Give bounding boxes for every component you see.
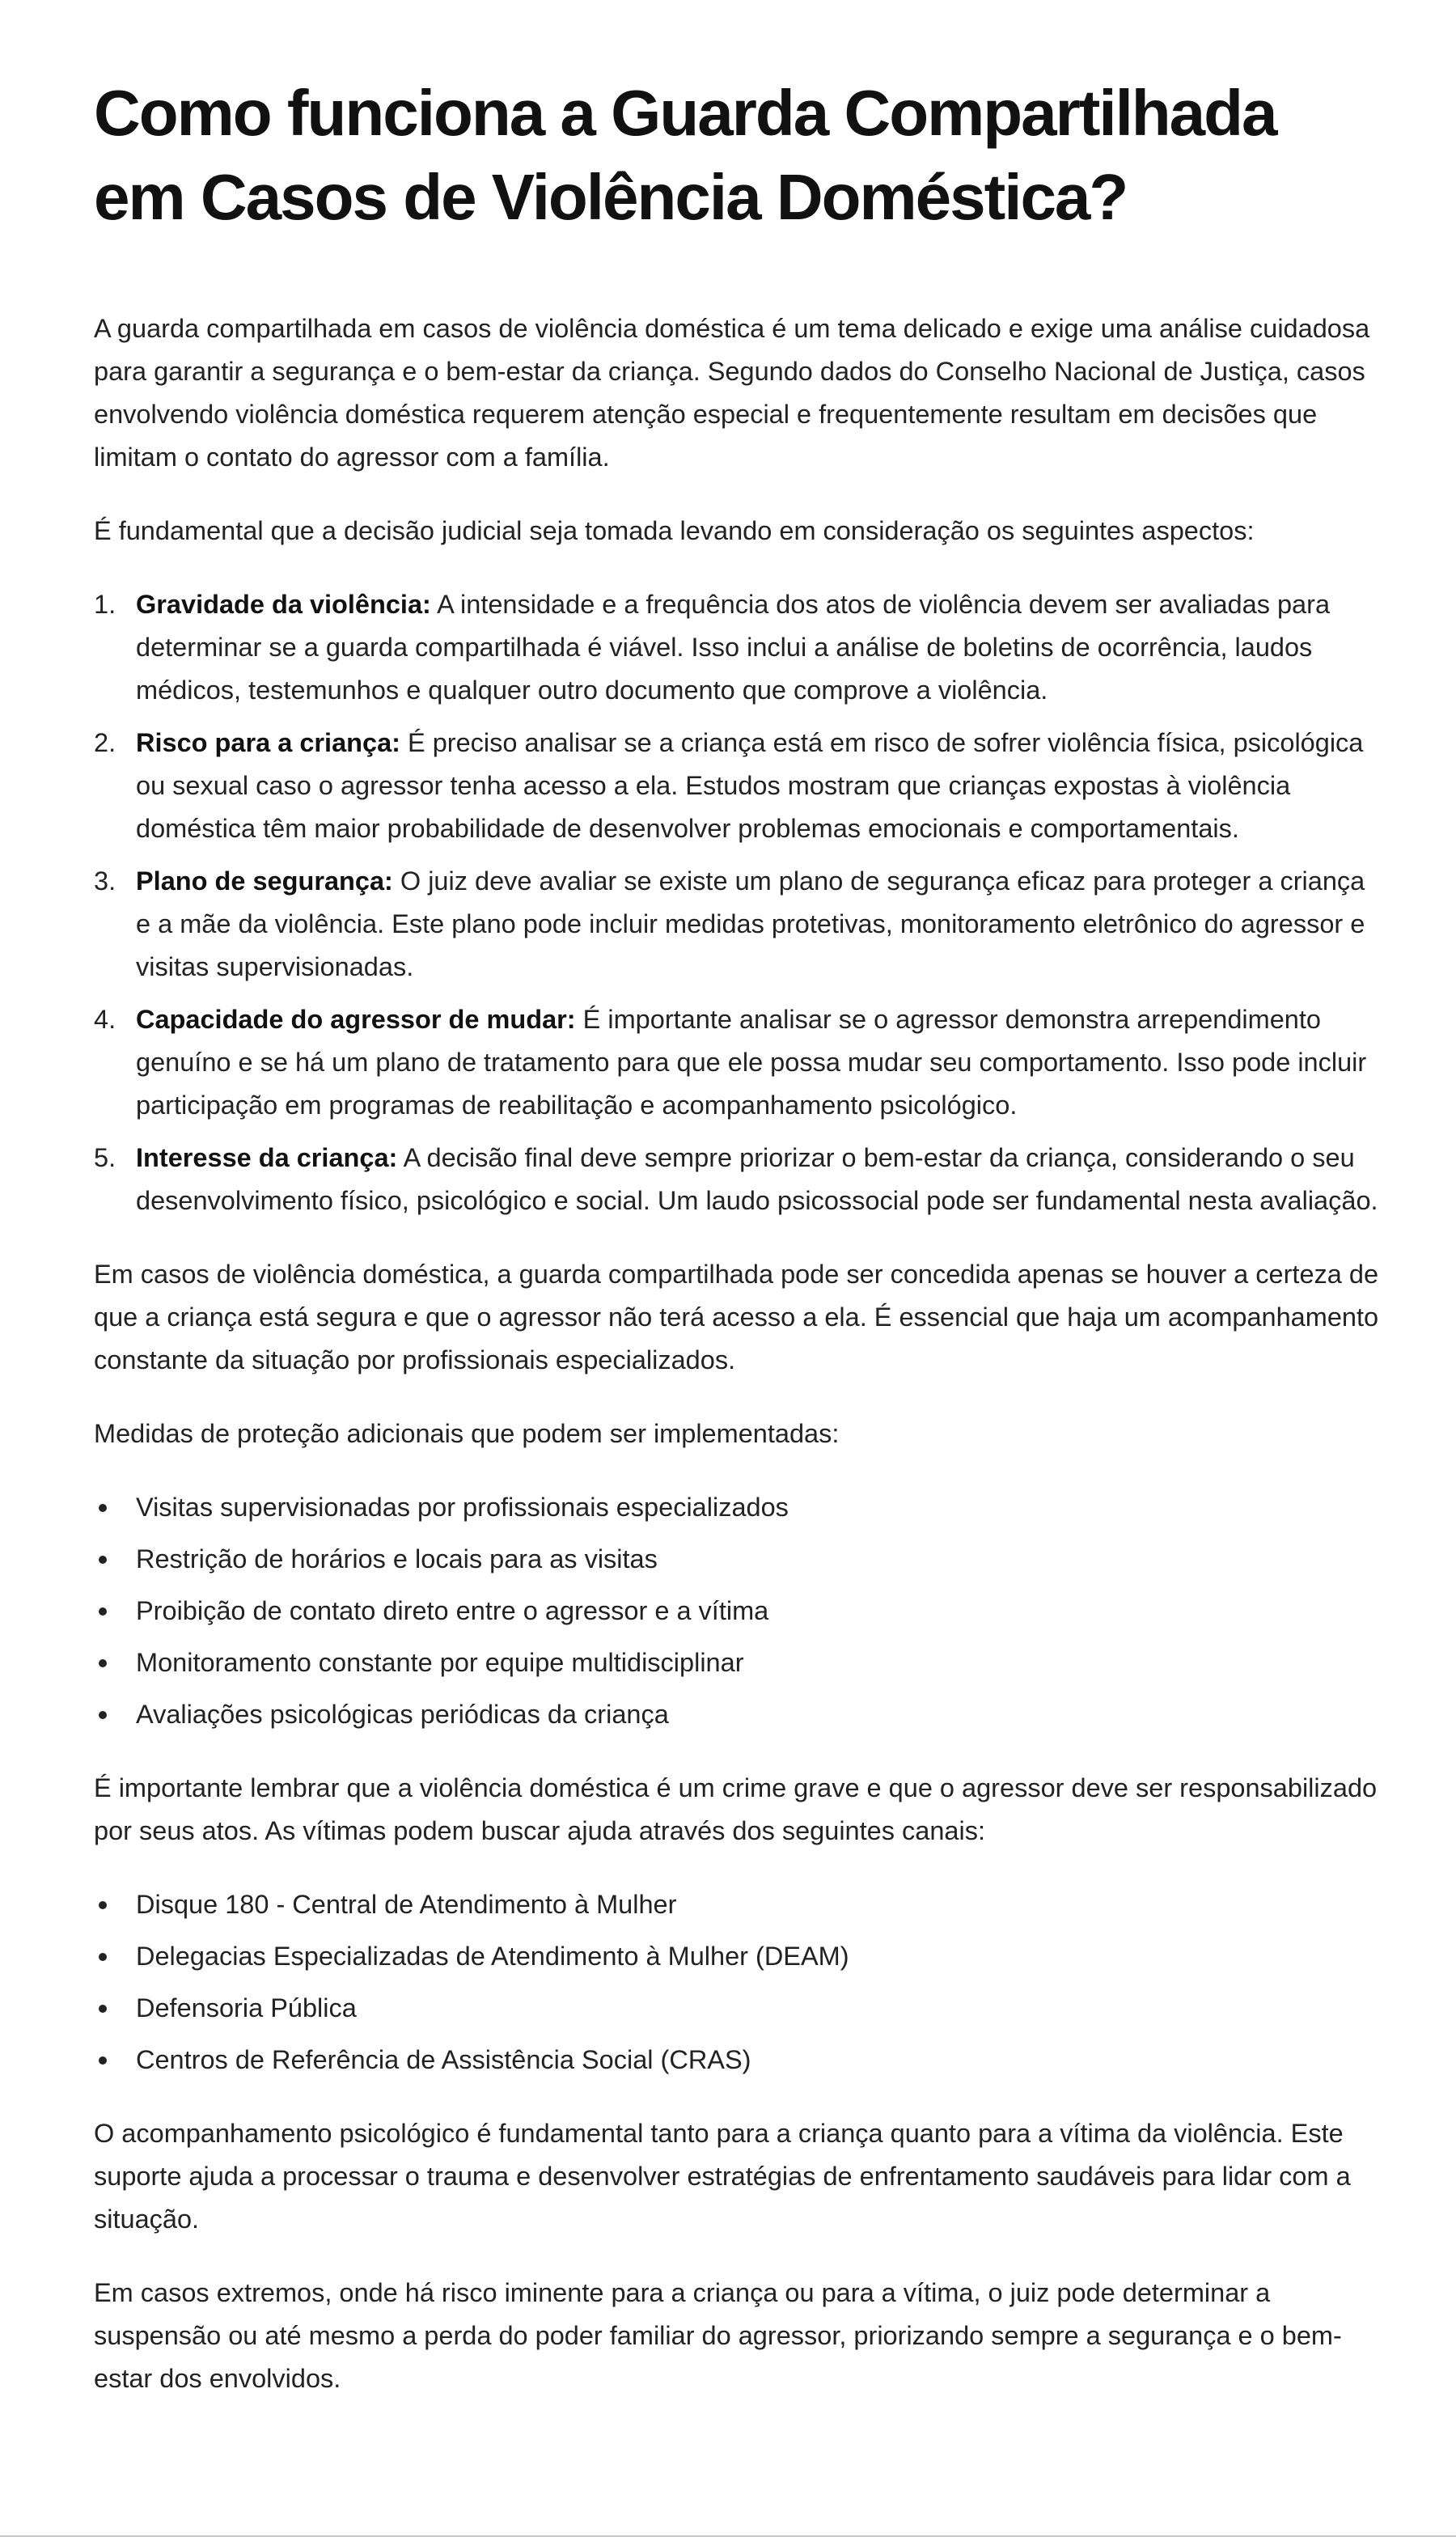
measure-item (94, 1641, 1380, 1684)
bullet-icon (99, 1711, 107, 1719)
measures-intro-paragraph: Medidas de proteção adicionais que podem ser implementadas: (94, 1419, 840, 1448)
measure-text: Visitas supervisionadas por profissionais especializados (136, 1493, 789, 1522)
intro-paragraph: A guarda compartilhada em casos de violência doméstica é um tema delicado e exige uma análise cuidadosa para garantir a segurança e o bem-estar da criança. Segundo dados do Conselho Nacional de Justiça, casos envolvendo violência doméstica requerem atenção especial e frequentemente resultam em decisões que limitam o contato do agressor com a família. (94, 314, 1370, 472)
aspect-item (94, 1137, 1380, 1222)
measure-text: Monitoramento constante por equipe multidisciplinar (136, 1648, 744, 1677)
bullet-icon (99, 1607, 107, 1616)
aspect-lead: Capacidade do agressor de mudar: (136, 1005, 576, 1034)
aspect-number: 3. (94, 866, 116, 896)
aspect-number: 1. (94, 590, 116, 619)
aspect-lead: Plano de segurança: (136, 866, 393, 896)
channel-item (94, 1883, 1380, 1926)
bullet-icon (99, 1659, 107, 1667)
aspect-item (94, 860, 1380, 989)
aspects-list (94, 583, 1380, 1222)
psych-support-paragraph: O acompanhamento psicológico é fundamental tanto para a criança quanto para a vítima da violência. Este suporte ajuda a processar o trauma e desenvolver estratégias de enfrentamento saudáveis para lidar com a situação. (94, 2119, 1351, 2234)
article-title: Como funciona a Guarda Compartilhada em Casos de Violência Doméstica? (94, 77, 1276, 233)
measure-item (94, 1693, 1380, 1736)
aspect-item (94, 998, 1380, 1127)
aspect-lead: Interesse da criança: (136, 1143, 398, 1172)
channel-item (94, 2039, 1380, 2082)
measure-text: Restrição de horários e locais para as visitas (136, 1544, 658, 1573)
aspect-lead: Gravidade da violência: (136, 590, 431, 619)
measures-list (94, 1486, 1380, 1736)
aspect-number: 2. (94, 728, 116, 757)
bullet-icon (99, 1901, 107, 1909)
aspect-item (94, 583, 1380, 712)
after-aspects-paragraph: Em casos de violência doméstica, a guarda compartilhada pode ser concedida apenas se houver a certeza de que a criança está segura e que o agressor não terá acesso a ela. É essencial que haja um acompanhamento constante da situação por profissionais especializados. (94, 1260, 1379, 1374)
aspect-lead: Risco para a criança: (136, 728, 400, 757)
channel-item (94, 1987, 1380, 2030)
channel-text: Centros de Referência de Assistência Social (CRAS) (136, 2045, 751, 2074)
channel-text: Disque 180 - Central de Atendimento à Mulher (136, 1890, 677, 1919)
channel-text: Defensoria Pública (136, 1993, 357, 2022)
measure-item (94, 1538, 1380, 1581)
channel-text: Delegacias Especializadas de Atendimento à Mulher (DEAM) (136, 1942, 849, 1971)
bullet-icon (99, 2005, 107, 2013)
closing-paragraph: Em casos extremos, onde há risco iminente para a criança ou para a vítima, o juiz pode determinar a suspensão ou até mesmo a perda do poder familiar do agressor, priorizando sempre a segurança e o bem-estar dos envolvidos. (94, 2278, 1342, 2393)
aspect-item (94, 722, 1380, 850)
bullet-icon (99, 1953, 107, 1961)
aspect-text: É importante analisar se o agressor demonstra arrependimento genuíno e se há um plano de tratamento para que ele possa mudar seu comportamento. Isso pode incluir participação em programas de reabilitação e acompanhamento psicológico. (136, 1005, 1367, 1120)
measure-text: Avaliações psicológicas periódicas da criança (136, 1700, 669, 1729)
aspect-text: A decisão final deve sempre priorizar o bem-estar da criança, considerando o seu desenvolvimento físico, psicológico e social. Um laudo psicossocial pode ser fundamental nesta avaliação. (136, 1143, 1378, 1215)
article (94, 71, 1380, 2431)
bullet-icon (99, 2056, 107, 2065)
measure-text: Proibição de contato direto entre o agressor e a vítima (136, 1596, 769, 1625)
measure-item (94, 1486, 1380, 1529)
aspects-intro-paragraph: É fundamental que a decisão judicial seja tomada levando em consideração os seguintes aspectos: (94, 516, 1255, 545)
aspect-number: 4. (94, 1005, 116, 1034)
aspect-text: A intensidade e a frequência dos atos de violência devem ser avaliadas para determinar se a guarda compartilhada é viável. Isso inclui a análise de boletins de ocorrência, laudos médicos, testemunhos e qualquer outro documento que comprove a violência. (136, 590, 1331, 705)
aspect-text: O juiz deve avaliar se existe um plano de segurança eficaz para proteger a criança e a mãe da violência. Este plano pode incluir medidas protetivas, monitoramento eletrônico do agressor e visitas supervisionadas. (136, 866, 1365, 981)
measure-item (94, 1590, 1380, 1633)
bullet-icon (99, 1556, 107, 1564)
channels-list (94, 1883, 1380, 2082)
aspect-text: É preciso analisar se a criança está em risco de sofrer violência física, psicológica ou sexual caso o agressor tenha acesso a ela. Estudos mostram que crianças expostas à violência doméstica têm maior probabilidade de desenvolver problemas emocionais e comportamentais. (136, 728, 1364, 843)
channels-intro-paragraph: É importante lembrar que a violência doméstica é um crime grave e que o agressor deve ser responsabilizado por seus atos. As vítimas podem buscar ajuda através dos seguintes canais: (94, 1773, 1378, 1845)
aspect-number: 5. (94, 1143, 116, 1172)
bullet-icon (99, 1504, 107, 1512)
channel-item (94, 1935, 1380, 1978)
